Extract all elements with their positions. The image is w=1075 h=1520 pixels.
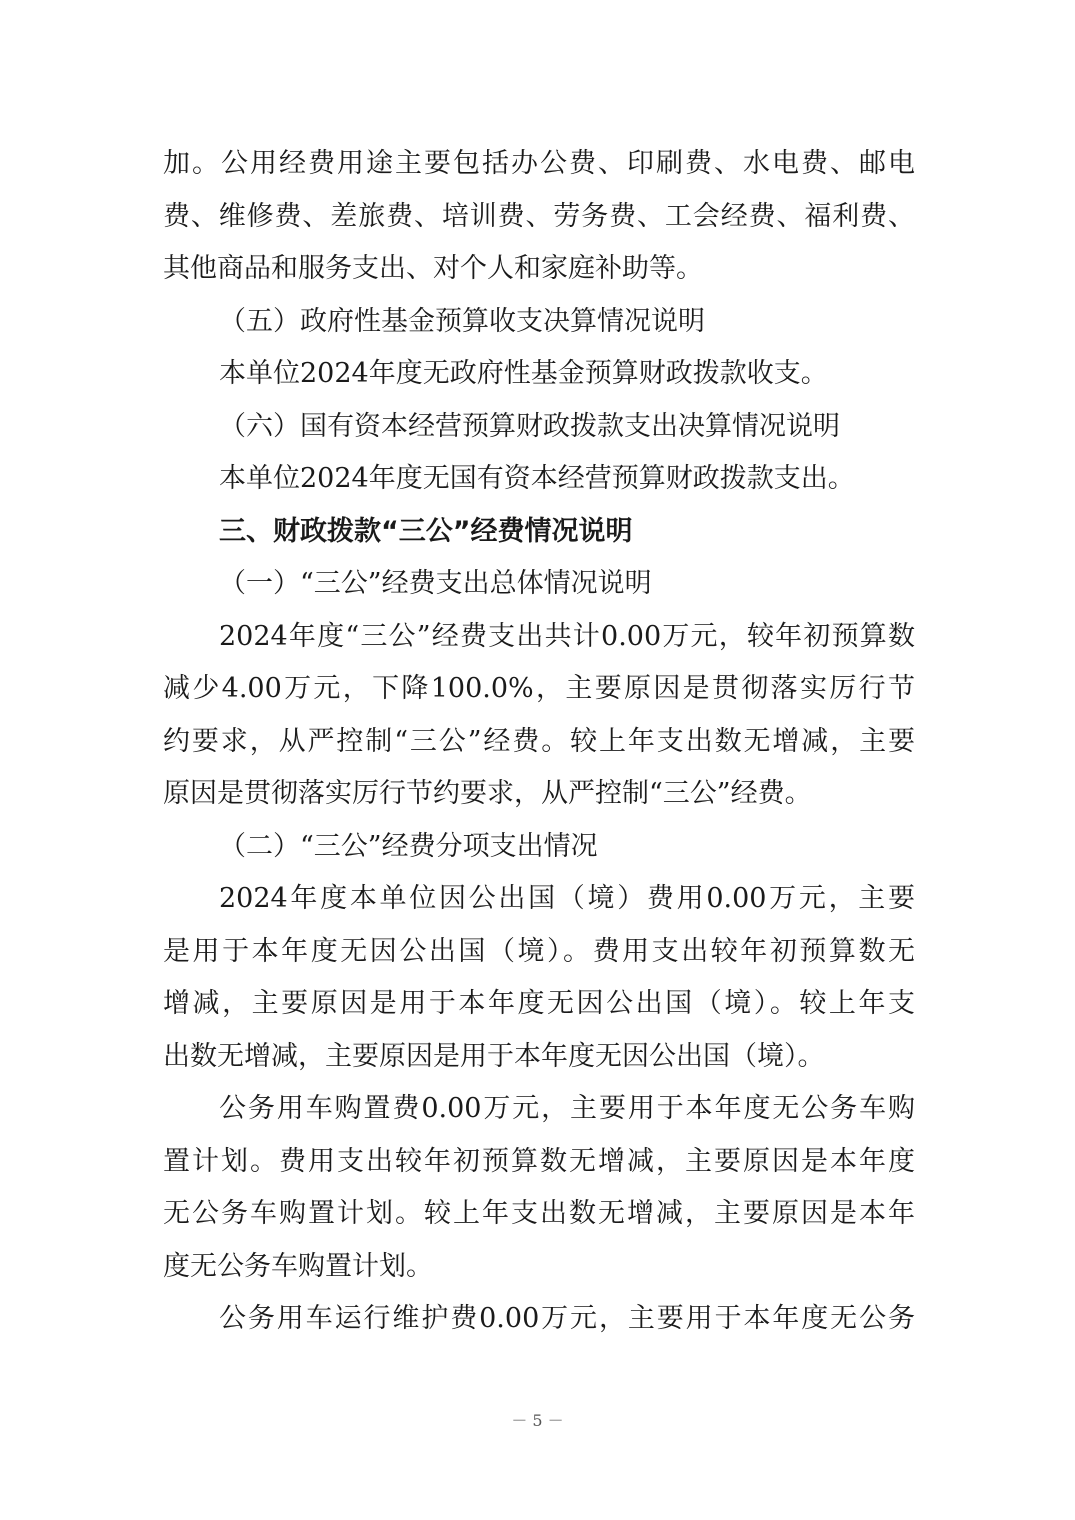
text-line: 其他商品和服务支出、对个人和家庭补助等。 <box>163 253 703 284</box>
text-line: 增减，主要原因是用于本年度无因公出国（境）。较上年支 <box>163 988 915 1019</box>
text-line: 公务用车购置费0.00万元，主要用于本年度无公务车购 <box>219 1093 915 1124</box>
text-line: 2024年度“三公”经费支出共计0.00万元，较年初预算数 <box>219 620 915 652</box>
section-heading: （六）国有资本经营预算财政拨款支出决算情况说明 <box>219 410 840 442</box>
text-line: 本单位2024年度无国有资本经营预算财政拨款支出。 <box>219 463 855 494</box>
text-line: 约要求，从严控制“三公”经费。较上年支出数无增减，主要 <box>163 725 915 757</box>
section-heading: （五）政府性基金预算收支决算情况说明 <box>219 305 705 337</box>
text-line: 本单位2024年度无政府性基金预算财政拨款收支。 <box>219 358 828 389</box>
chapter-heading: 三、财政拨款“三公”经费情况说明 <box>219 515 633 547</box>
text-line: 费、维修费、差旅费、培训费、劳务费、工会经费、福利费、 <box>163 200 915 232</box>
text-line: 2024年度本单位因公出国（境）费用0.00万元，主要 <box>219 883 915 914</box>
text-line: 出数无增减，主要原因是用于本年度无因公出国（境）。 <box>163 1040 825 1072</box>
text-line: 是用于本年度无因公出国（境）。费用支出较年初预算数无 <box>163 935 915 967</box>
text-line: 无公务车购置计划。较上年支出数无增减，主要原因是本年 <box>163 1198 915 1229</box>
text-line: 加。公用经费用途主要包括办公费、印刷费、水电费、邮电 <box>163 148 915 179</box>
text-line: 置计划。费用支出较年初预算数无增减，主要原因是本年度 <box>163 1145 915 1177</box>
section-heading: （二）“三公”经费分项支出情况 <box>219 830 598 862</box>
document-body <box>163 138 915 1346</box>
text-line: 原因是贯彻落实厉行节约要求，从严控制“三公”经费。 <box>163 778 812 809</box>
text-line: 公务用车运行维护费0.00万元，主要用于本年度无公务 <box>219 1303 915 1334</box>
page-number: － 5 － <box>511 1411 564 1430</box>
text-line: 度无公务车购置计划。 <box>163 1250 433 1282</box>
section-heading: （一）“三公”经费支出总体情况说明 <box>219 568 652 599</box>
text-line: 减少4.00万元，下降100.0%，主要原因是贯彻落实厉行节 <box>163 673 915 704</box>
